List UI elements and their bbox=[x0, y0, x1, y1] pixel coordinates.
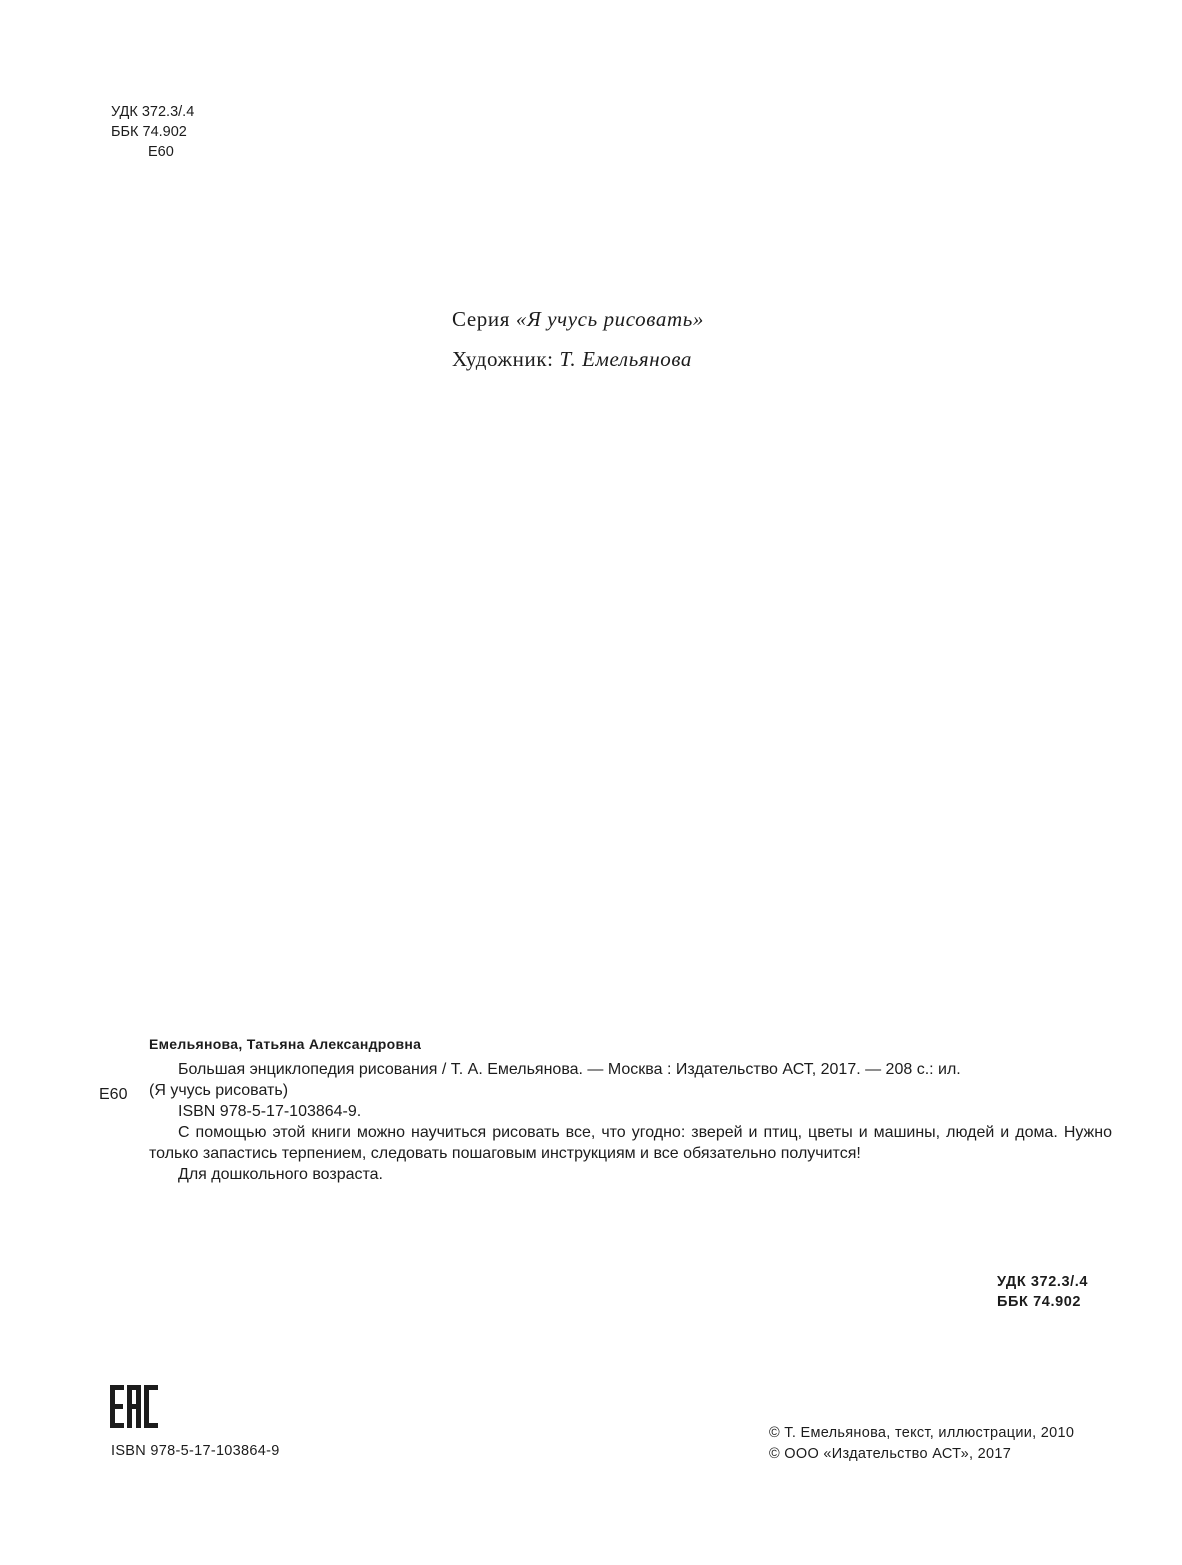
eac-conformity-mark-icon bbox=[110, 1385, 158, 1428]
copyright-block bbox=[769, 1423, 1074, 1465]
copyright-line-publisher: © ООО «Издательство АСТ», 2017 bbox=[769, 1446, 1012, 1462]
udk-code: УДК 372.3/.4 bbox=[111, 104, 195, 120]
artist-label: Художник: bbox=[452, 347, 554, 371]
isbn-bottom: ISBN 978-5-17-103864-9 bbox=[111, 1443, 280, 1459]
record-author: Емельянова, Татьяна Александровна bbox=[149, 1036, 422, 1052]
classification-block-top bbox=[111, 102, 194, 162]
record-description-line2: (Я учусь рисовать) bbox=[149, 1082, 289, 1099]
record-audience: Для дошкольного возраста. bbox=[178, 1166, 383, 1183]
record-description-line1: Большая энциклопедия рисования / Т. А. Емельянова. — Москва : Издательство АСТ, 2017. — 208 с.: ил. bbox=[178, 1061, 961, 1078]
record-annotation: С помощью этой книги можно научиться рисовать все, что угодно: зверей и птиц, цветы и машины, людей и дома. Нужно только запастись терпением, следовать пошаговым инструкциям и все обязательно получится! bbox=[149, 1124, 1112, 1162]
record-description bbox=[149, 1059, 1112, 1101]
copyright-line-author: © Т. Емельянова, текст, иллюстрации, 2010 bbox=[769, 1425, 1075, 1441]
record-index: Е60 bbox=[99, 1086, 128, 1103]
series-title: «Я учусь рисовать» bbox=[515, 307, 704, 331]
series-block bbox=[452, 307, 704, 387]
series-line bbox=[452, 307, 704, 347]
bibliographic-record bbox=[149, 1034, 1112, 1185]
artist-line bbox=[452, 347, 704, 387]
author-mark: Е60 bbox=[148, 144, 174, 160]
bbk-code: ББК 74.902 bbox=[111, 124, 187, 140]
record-isbn: ISBN 978-5-17-103864-9. bbox=[178, 1103, 362, 1120]
series-label: Серия bbox=[452, 307, 510, 331]
bbk-code-bottom: ББК 74.902 bbox=[997, 1294, 1082, 1310]
classification-block-bottom bbox=[997, 1272, 1088, 1312]
artist-name: Т. Емельянова bbox=[559, 347, 693, 371]
udk-code-bottom: УДК 372.3/.4 bbox=[997, 1274, 1089, 1290]
